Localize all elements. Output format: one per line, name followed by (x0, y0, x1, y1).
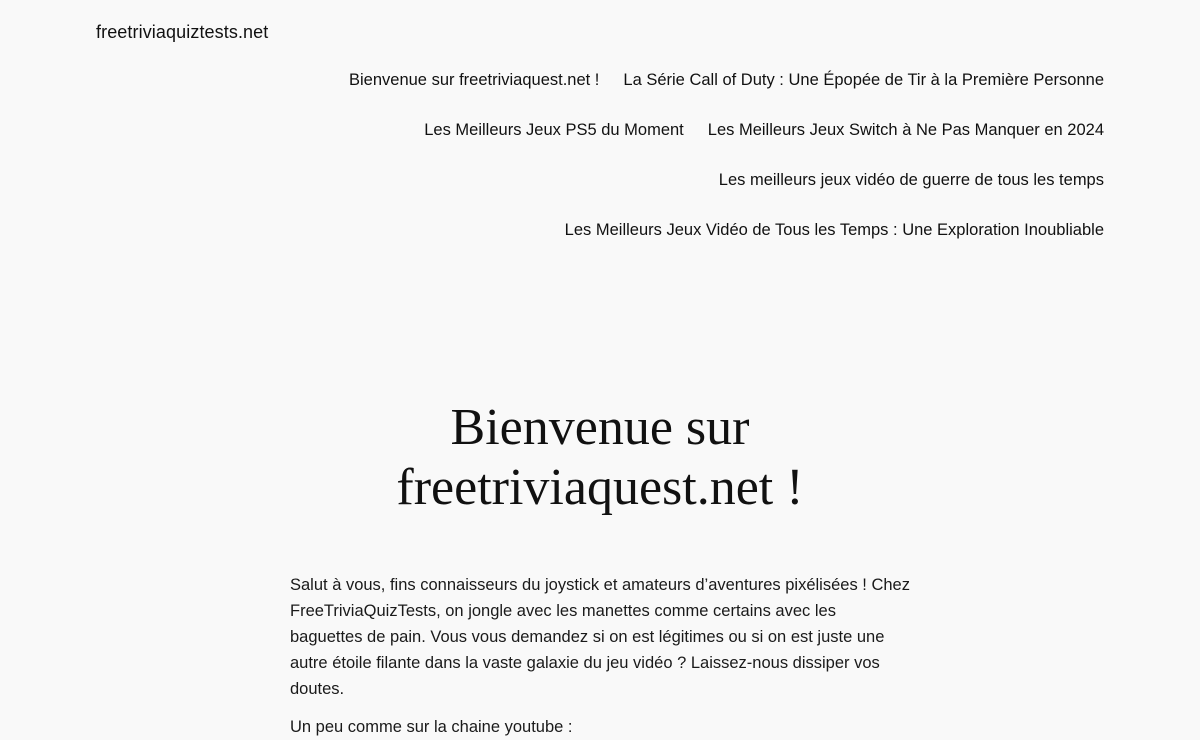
nav-link-meilleurs-jeux[interactable]: Les Meilleurs Jeux Vidéo de Tous les Temps : Une Exploration Inoubliable (564, 221, 1104, 239)
site-title-link[interactable]: freetriviaquiztests.net (96, 22, 269, 42)
page-title-line-2: freetriviaquest.net ! (396, 459, 804, 516)
nav-link-call-of-duty[interactable]: La Série Call of Duty : Une Épopée de Tir à la Première Personne (623, 71, 1104, 89)
nav-row (565, 221, 1104, 240)
page-title-line-1: Bienvenue sur (450, 399, 750, 456)
nav-link-bienvenue[interactable]: Bienvenue sur freetriviaquest.net ! (349, 71, 600, 89)
youtube-paragraph: Un peu comme sur la chaine youtube : (290, 718, 573, 736)
nav-row (424, 121, 1104, 140)
nav-row (349, 71, 1104, 90)
nav-link-jeux-switch[interactable]: Les Meilleurs Jeux Switch à Ne Pas Manquer en 2024 (707, 121, 1104, 139)
page-title (0, 398, 1200, 518)
nav-row (719, 171, 1104, 190)
nav-link-jeux-ps5[interactable]: Les Meilleurs Jeux PS5 du Moment (424, 121, 684, 139)
nav-link-jeux-guerre[interactable]: Les meilleurs jeux vidéo de guerre de tous les temps (718, 171, 1104, 189)
article-content (290, 572, 910, 740)
intro-paragraph: Salut à vous, fins connaisseurs du joystick et amateurs d’aventures pixélisées ! Chez FreeTriviaQuizTests, on jongle avec les manettes comme certains avec les baguettes de pain. Vous vous demandez si on est légitimes ou si on est juste une autre étoile filante dans la vaste galaxie du jeu vidéo ? Laissez-nous dissiper vos doutes. (290, 576, 910, 698)
